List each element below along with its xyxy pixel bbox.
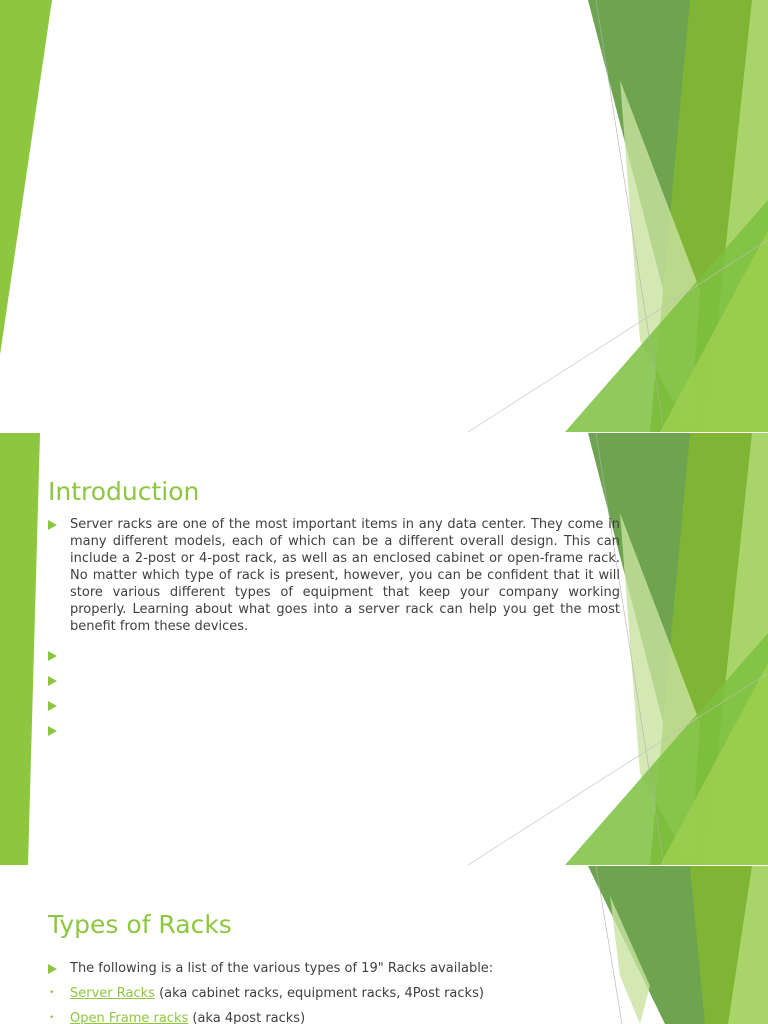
bullet-arrow-icon: [48, 520, 57, 530]
slide-3: [0, 866, 768, 1024]
open-frame-racks-link[interactable]: Open Frame racks: [70, 1011, 189, 1024]
empty-bullet: [48, 722, 620, 747]
bullet-arrow-icon: [48, 676, 57, 686]
empty-bullet: [48, 647, 620, 672]
slide-1: [0, 0, 768, 432]
list-item: [48, 516, 620, 635]
list-item: [48, 960, 608, 977]
item-description: (aka 4post racks): [188, 1011, 306, 1024]
slide-decoration: [0, 0, 768, 432]
slide-2: [0, 433, 768, 865]
list-item: [48, 1010, 608, 1024]
bullet-arrow-icon: [48, 964, 57, 974]
types-intro: The following is a list of the various types of 19" Racks available:: [70, 961, 494, 976]
empty-bullet: [48, 672, 620, 697]
bullet-dot-icon: •: [49, 988, 55, 998]
list-item: [48, 985, 608, 1002]
slide-title: Types of Racks: [48, 910, 232, 939]
intro-paragraph: Server racks are one of the most important items in any data center. They come in many different models, each of which can be a different overall design. This can include a 2-post or 4-post rack, as well as an enclosed cabinet or open-frame rack. No matter which type of rack is present, however, you can be confident that it will store various different types of equipment that keep your company working properly. Learning about what goes into a server rack can help you get the most benefit from these devices.: [70, 517, 620, 634]
empty-bullet: [48, 697, 620, 722]
bullet-dot-icon: •: [49, 1013, 55, 1023]
item-description: (aka cabinet racks, equipment racks, 4Post racks): [154, 986, 484, 1001]
slide-body: [48, 516, 620, 747]
bullet-arrow-icon: [48, 726, 57, 736]
bullet-arrow-icon: [48, 651, 57, 661]
bullet-arrow-icon: [48, 701, 57, 711]
slide-title: Introduction: [48, 477, 200, 506]
slide-body: [48, 960, 608, 1024]
server-racks-link[interactable]: Server Racks: [70, 986, 155, 1001]
